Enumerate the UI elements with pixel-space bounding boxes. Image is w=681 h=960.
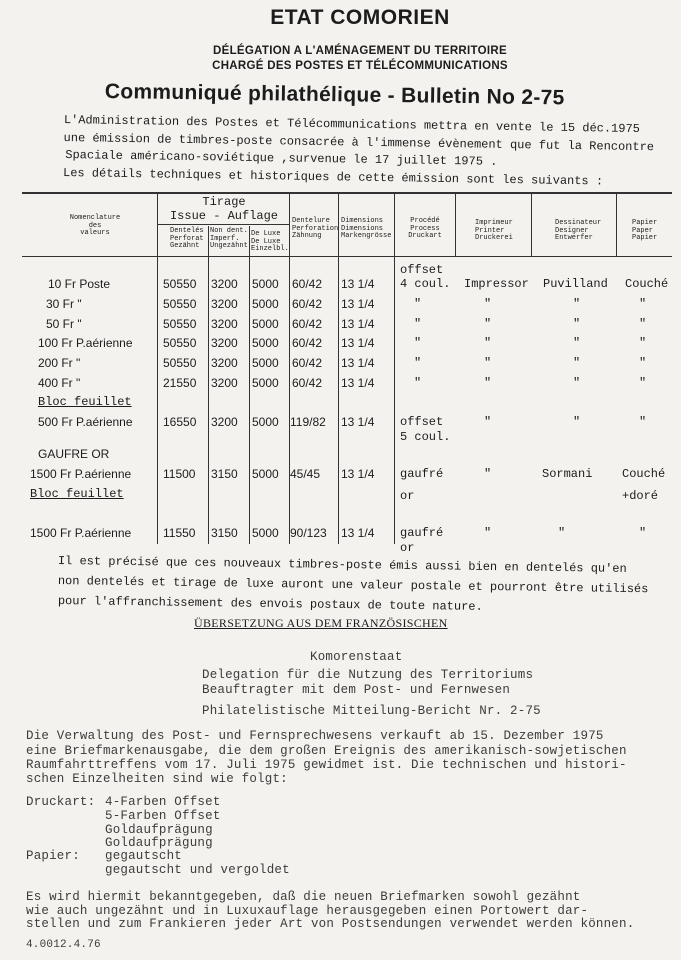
german-para-line: eine Briefmarkenausgabe, die dem großen Ereignis des amerikanisch-sowjetischen <box>26 744 627 758</box>
hdr-dessinateur: Entwerfer <box>555 234 593 242</box>
hdr-dentele: Gezähnt <box>170 242 200 250</box>
intro-line: une émission de timbres-poste consacrée à l'immense évènement que fut la Rencontre <box>63 130 655 154</box>
subtitle-2: CHARGÉ DES POSTES ET TÉLÉCOMMUNICATIONS <box>212 60 508 72</box>
hdr-dentelure: Perforation <box>292 224 339 233</box>
cell-dimensions: 13 1/4 <box>341 277 375 291</box>
bloc-feuillet-label: Bloc feuillet <box>38 395 132 409</box>
cell-designer: " <box>573 356 581 370</box>
cell-dimensions: 13 1/4 <box>341 467 375 481</box>
cell-process-2: 5 coul. <box>400 430 451 444</box>
hdr-tirage: Tirage <box>202 195 246 209</box>
cell-designer: Puvilland <box>543 277 608 291</box>
cell-non-dent: 3200 <box>211 356 238 370</box>
cell-dentele: 16550 <box>163 415 197 429</box>
hdr-nomenclature: des <box>88 221 102 230</box>
german-bulletin: Philatelistische Mitteilung-Bericht Nr. 2-75 <box>202 704 541 718</box>
cell-dentele: 50550 <box>163 336 197 350</box>
cell-designer: " <box>573 376 581 390</box>
cell-paper: " <box>639 415 647 429</box>
footer-fr-line: Il est précisé que ces nouveaux timbres-poste émis aussi bien en dentelés qu'en <box>57 554 627 576</box>
cell-value: 1500 Fr P.aérienne <box>30 467 132 481</box>
hdr-procede: Process <box>410 224 440 233</box>
cell-paper: Couché <box>622 467 666 481</box>
druckart-item: Goldaufprägung <box>105 836 213 850</box>
cell-printer: " <box>484 336 492 350</box>
cell-process: " <box>414 297 422 311</box>
cell-perforation: 60/42 <box>292 297 323 311</box>
cell-perforation: 60/42 <box>292 356 323 370</box>
hdr-papier: Papier <box>632 234 658 242</box>
cell-process: gaufré <box>400 467 444 481</box>
cell-designer: " <box>573 297 581 311</box>
cell-process: " <box>414 336 422 350</box>
papier-item: gegautscht <box>105 849 183 863</box>
hdr-imprimeur: Imprimeur <box>475 219 513 227</box>
cell-dentele: 11550 <box>163 526 196 540</box>
cell-non-dent: 3200 <box>211 336 238 350</box>
cell-value: 10 Fr Poste <box>48 277 111 291</box>
cell-value: 200 Fr " <box>38 356 81 370</box>
cell-value: 50 Fr " <box>46 317 82 331</box>
cell-luxe: 5000 <box>252 526 279 540</box>
hdr-imprimeur: Druckerei <box>475 234 513 242</box>
german-para-line: Die Verwaltung des Post- und Fernsprechwesens verkauft ab 15. Dezember 1975 <box>26 729 604 743</box>
german-para-line: Raumfahrttreffens vom 17. Juli 1975 gewidmet ist. Die technischen und histori- <box>26 758 627 772</box>
hdr-dentelure: Dentelure <box>292 217 330 225</box>
cell-process: " <box>414 317 422 331</box>
cell-dentele: 11500 <box>163 467 196 481</box>
cell-non-dent: 3200 <box>211 277 238 291</box>
german-delegation-2: Beauftragter mit dem Post- und Fernwesen <box>202 683 511 697</box>
cell-dentele: 21550 <box>163 376 197 390</box>
cell-paper: " <box>639 297 647 311</box>
cell-printer: " <box>484 526 492 540</box>
cell-process-2: or <box>400 489 415 503</box>
german-closing-line: stellen und zum Frankieren jeder Art von Postsendungen verwendet werden können. <box>26 917 635 931</box>
papier-label: Papier: <box>26 849 80 863</box>
cell-dimensions: 13 1/4 <box>341 526 375 540</box>
bloc-feuillet-label-2: Bloc feuillet <box>30 487 124 501</box>
cell-value: 400 Fr " <box>38 376 81 390</box>
hdr-tirage: Issue - Auflage <box>169 209 279 223</box>
hdr-dimensions: Markengrösse <box>341 232 392 240</box>
cell-dentele: 50550 <box>163 356 197 370</box>
hdr-procede: Procédé <box>410 217 440 225</box>
intro-line: Spaciale américano-soviétique ,survenue le 17 juillet 1975 . <box>65 148 498 169</box>
german-closing-line: Es wird hiermit bekanntgegeben, daß die neuen Briefmarken sowohl gezähnt <box>26 890 581 904</box>
hdr-imprimeur: Printer <box>475 226 505 235</box>
druckart-label: Druckart: <box>26 795 96 809</box>
german-para-line: schen Einzelheiten sind wie folgt: <box>26 772 288 786</box>
hdr-luxe: Einzelbl. <box>251 245 289 253</box>
cell-non-dent: 3150 <box>211 467 238 481</box>
subtitle-1: DÉLÉGATION A L'AMÉNAGEMENT DU TERRITOIRE <box>213 45 507 57</box>
cell-process: 4 coul. <box>400 277 451 291</box>
cell-dentele: 50550 <box>163 317 197 331</box>
hdr-papier: Paper <box>632 226 654 235</box>
hdr-dimensions: Dimensions <box>341 224 384 233</box>
cell-perforation: 60/42 <box>292 376 323 390</box>
cell-non-dent: 3200 <box>211 376 238 390</box>
cell-process: " <box>414 356 422 370</box>
cell-luxe: 5000 <box>252 467 279 481</box>
cell-non-dent: 3200 <box>211 317 238 331</box>
cell-paper: Couché <box>625 277 669 291</box>
hdr-luxe: De Luxe <box>251 230 281 238</box>
druckart-item: Goldaufprägung <box>105 823 213 837</box>
cell-dimensions: 13 1/4 <box>341 356 375 370</box>
cell-printer: " <box>484 356 492 370</box>
cell-process: offset <box>400 415 444 429</box>
cell-designer: " <box>573 336 581 350</box>
cell-dimensions: 13 1/4 <box>341 415 375 429</box>
cell-non-dent: 3200 <box>211 415 238 429</box>
cell-printer: " <box>484 317 492 331</box>
cell-process: gaufré <box>400 526 444 540</box>
cell-dimensions: 13 1/4 <box>341 336 375 350</box>
cell-dimensions: 13 1/4 <box>341 317 375 331</box>
cell-printer: " <box>484 415 492 429</box>
cell-perforation: 90/123 <box>290 526 327 540</box>
cell-luxe: 5000 <box>252 336 279 350</box>
hdr-non-dent: Imperf. <box>210 234 240 243</box>
intro-line: Les détails techniques et historiques de cette émission sont les suivants : <box>62 165 604 188</box>
german-delegation-1: Delegation für die Nutzung des Territoriums <box>202 668 534 682</box>
cell-designer: " <box>573 415 581 429</box>
hdr-dentelure: Zähnung <box>292 232 322 240</box>
cell-paper: " <box>639 336 647 350</box>
footer-fr-line: pour l'affranchissement des envois postaux de toute nature. <box>57 594 483 614</box>
intro-line: L'Administration des Postes et Télécommunications mettra en vente le 15 déc.1975 <box>63 112 641 137</box>
hdr-dentele: Dentelés <box>170 227 204 235</box>
hdr-nomenclature: valeurs <box>80 229 110 237</box>
cell-non-dent: 3150 <box>211 526 238 540</box>
cell-printer: " <box>484 297 492 311</box>
cell-paper: " <box>639 526 647 540</box>
cell-luxe: 5000 <box>252 415 279 429</box>
hdr-papier: Papier <box>632 219 658 227</box>
gaufre-label: GAUFRE OR <box>38 447 110 461</box>
hdr-non-dent: Non dent. <box>210 227 248 235</box>
cell-luxe: 5000 <box>252 297 279 311</box>
cell-value: 100 Fr P.aérienne <box>38 336 133 350</box>
cell-process: " <box>414 376 422 390</box>
german-state: Komorenstaat <box>310 650 403 664</box>
cell-perforation: 60/42 <box>292 317 323 331</box>
cell-designer: " <box>573 317 581 331</box>
cell-value: 500 Fr P.aérienne <box>38 415 133 429</box>
cell-luxe: 5000 <box>252 376 279 390</box>
druckart-item: 5-Farben Offset <box>105 809 221 823</box>
footer-fr-line: non dentelés et tirage de luxe auront une valeur postale et pourront être utilisés <box>57 574 649 597</box>
papier-item: gegautscht und vergoldet <box>105 863 290 877</box>
cell-dentele: 50550 <box>163 297 197 311</box>
cell-non-dent: 3200 <box>211 297 238 311</box>
translation-title: ÜBERSETZUNG AUS DEM FRANZÖSISCHEN <box>194 616 448 630</box>
cell-designer: " <box>558 526 566 540</box>
cell-paper-2: +doré <box>622 489 659 503</box>
cell-value: 1500 Fr P.aérienne <box>30 526 132 540</box>
hdr-nomenclature: Nomenclature <box>69 214 121 222</box>
hdr-dimensions: Dimensions <box>341 217 384 225</box>
cell-process-offset: offset <box>400 263 444 277</box>
cell-luxe: 5000 <box>252 317 279 331</box>
cell-luxe: 5000 <box>252 277 279 291</box>
druckart-item: 4-Farben Offset <box>105 795 221 809</box>
cell-paper: " <box>639 317 647 331</box>
document-reference: 4.0012.4.76 <box>26 939 101 951</box>
hdr-non-dent: Ungezähnt <box>210 242 248 250</box>
intro-paragraph <box>63 112 664 191</box>
german-closing-line: wie auch ungezähnt und in Luxuxauflage herausgegeben einen Portowert dar- <box>26 904 589 918</box>
hdr-procede: Druckart <box>408 232 442 240</box>
hdr-dessinateur: Dessinateur <box>555 219 602 227</box>
cell-perforation: 60/42 <box>292 277 323 291</box>
cell-printer: Impressor <box>464 277 529 291</box>
document-title: ETAT COMORIEN <box>270 6 450 29</box>
hdr-dentele: Perforat <box>170 234 204 243</box>
cell-dentele: 50550 <box>163 277 197 291</box>
cell-value: 30 Fr " <box>46 297 82 311</box>
cell-designer: Sormani <box>542 467 593 481</box>
bulletin-title: Communiqué philathélique - Bulletin No 2-75 <box>104 80 565 110</box>
cell-dimensions: 13 1/4 <box>341 376 375 390</box>
cell-perforation: 60/42 <box>292 336 323 350</box>
cell-paper: " <box>639 376 647 390</box>
cell-printer: " <box>484 467 492 481</box>
hdr-dessinateur: Designer <box>555 226 589 235</box>
cell-luxe: 5000 <box>252 356 279 370</box>
cell-paper: " <box>639 356 647 370</box>
cell-perforation: 119/82 <box>290 415 326 429</box>
cell-dimensions: 13 1/4 <box>341 297 375 311</box>
cell-process-2: or <box>400 541 415 555</box>
cell-perforation: 45/45 <box>290 467 321 481</box>
hdr-luxe: De Luxe <box>251 237 281 246</box>
cell-printer: " <box>484 376 492 390</box>
